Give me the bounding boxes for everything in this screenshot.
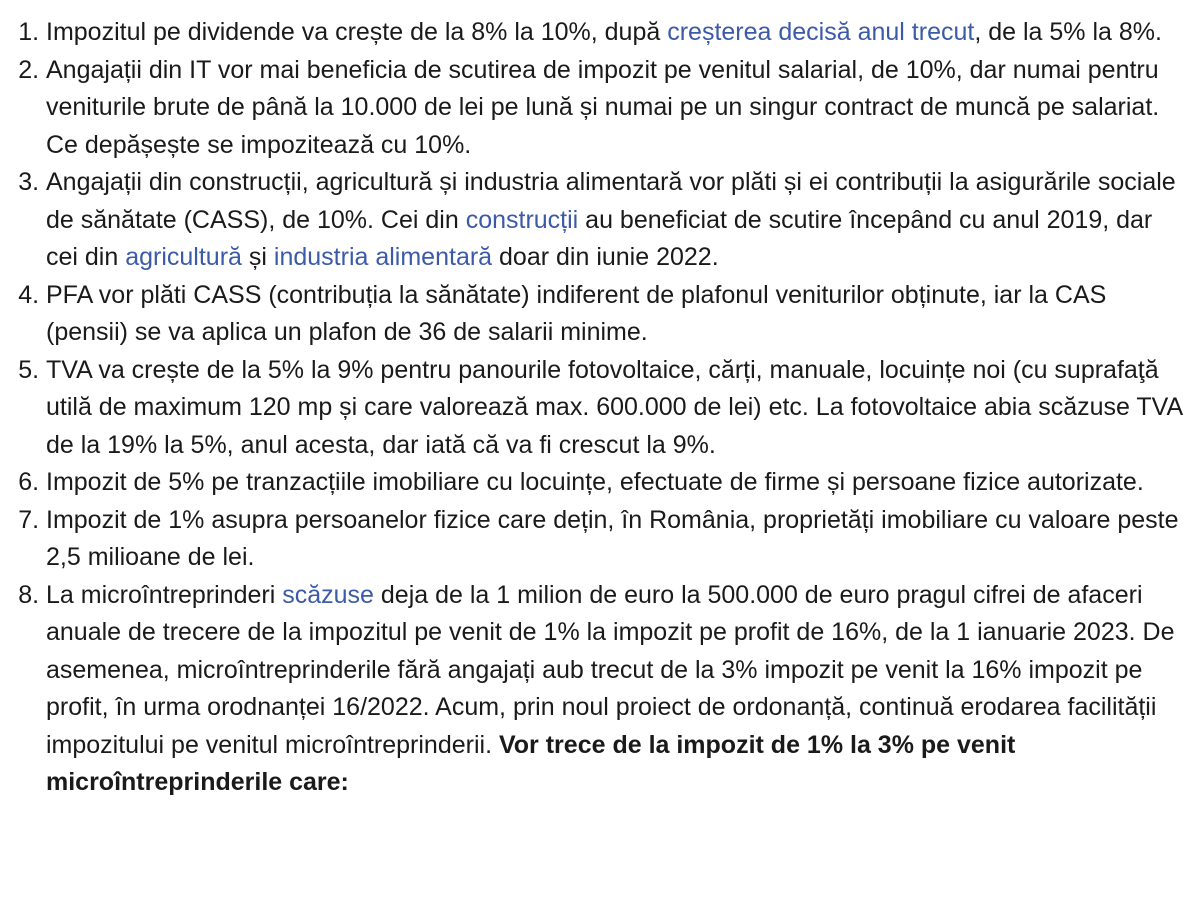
list-item-text: doar din iunie 2022.: [492, 243, 719, 271]
list-item-text: TVA va crește de la 5% la 9% pentru panourile fotovoltaice, cărți, manuale, locuințe noi (cu suprafaţă utilă de maximum 120 mp și care valorează max. 600.000 de lei) etc. La fotovoltaice abia scăzuse TVA de la 19% la 5%, anul acesta, dar iată că va fi crescut la 9%.: [46, 355, 1182, 459]
list-item-8: [46, 577, 1182, 802]
fiscal-measures-list: [0, 14, 1182, 802]
list-item-text: Angajații din construcții, agricultură și industria alimentară vor plăti și ei contribuții la asigurările sociale de sănătate (CASS), de 10%. Cei din: [46, 168, 1176, 234]
list-item-3: [46, 164, 1182, 277]
list-item-text: PFA vor plăti CASS (contribuția la sănătate) indiferent de plafonul veniturilor obținute, iar la CAS (pensii) se va aplica un plafon de 36 de salarii minime.: [46, 280, 1107, 346]
link-constructii[interactable]: construcții: [465, 205, 579, 234]
link-scazuse[interactable]: scăzuse: [282, 580, 374, 609]
list-item-2: [46, 52, 1182, 165]
list-item-5: [46, 352, 1182, 465]
list-item-4: [46, 277, 1182, 352]
link-agricultura[interactable]: agricultură: [125, 243, 242, 271]
list-item-text: Impozitul pe dividende va crește de la 8% la 10%, după: [46, 18, 668, 46]
list-item-7: [46, 502, 1182, 577]
list-item-1: [46, 14, 1182, 52]
list-item-text: Angajații din IT vor mai beneficia de scutirea de impozit pe venitul salarial, de 10%, dar numai pentru veniturile brute de până la 10.000 de lei pe lună și numai pe un singur contract de muncă pe salariat. Ce depășește se impozitează cu 10%.: [46, 55, 1160, 159]
list-item-text: Impozit de 1% asupra persoanelor fizice care dețin, în România, proprietăți imobiliare cu valoare peste 2,5 milioane de lei.: [46, 505, 1179, 571]
list-item-text: au beneficiat de scutire începând cu anul 2019, dar cei din: [46, 205, 1153, 271]
list-item-text: Impozit de 5% pe tranzacțiile imobiliare cu locuințe, efectuate de firme și persoane fizice autorizate.: [46, 468, 1144, 496]
list-item-text: La microîntreprinderi: [46, 580, 283, 609]
bold-text: Vor trece de la impozit de 1% la 3% pe venit microîntreprinderile care:: [46, 730, 1016, 796]
list-item-6: [46, 464, 1182, 502]
list-item-text: și: [241, 243, 274, 271]
link-industria-alimentara[interactable]: industria alimentară: [273, 243, 493, 271]
list-item-text: deja de la 1 milion de euro la 500.000 de euro pragul cifrei de afaceri anuale de trecere de la impozitul pe venit de 1% la impozit pe profit de 16%, de la 1 ianuarie 2023. De asemenea, microîntreprinderile fără angajați aub trecut de la 3% impozit pe venit la 16% impozit pe profit, în urma orodnanței 16/2022. Acum, prin noul proiect de ordonanță, continuă erodarea facilității impozitului pe venitul microîntreprinderii.: [46, 580, 1175, 759]
list-item-text: , de la 5% la 8%.: [974, 18, 1162, 46]
link-crestere-decisa[interactable]: creșterea decisă anul trecut: [667, 18, 975, 46]
